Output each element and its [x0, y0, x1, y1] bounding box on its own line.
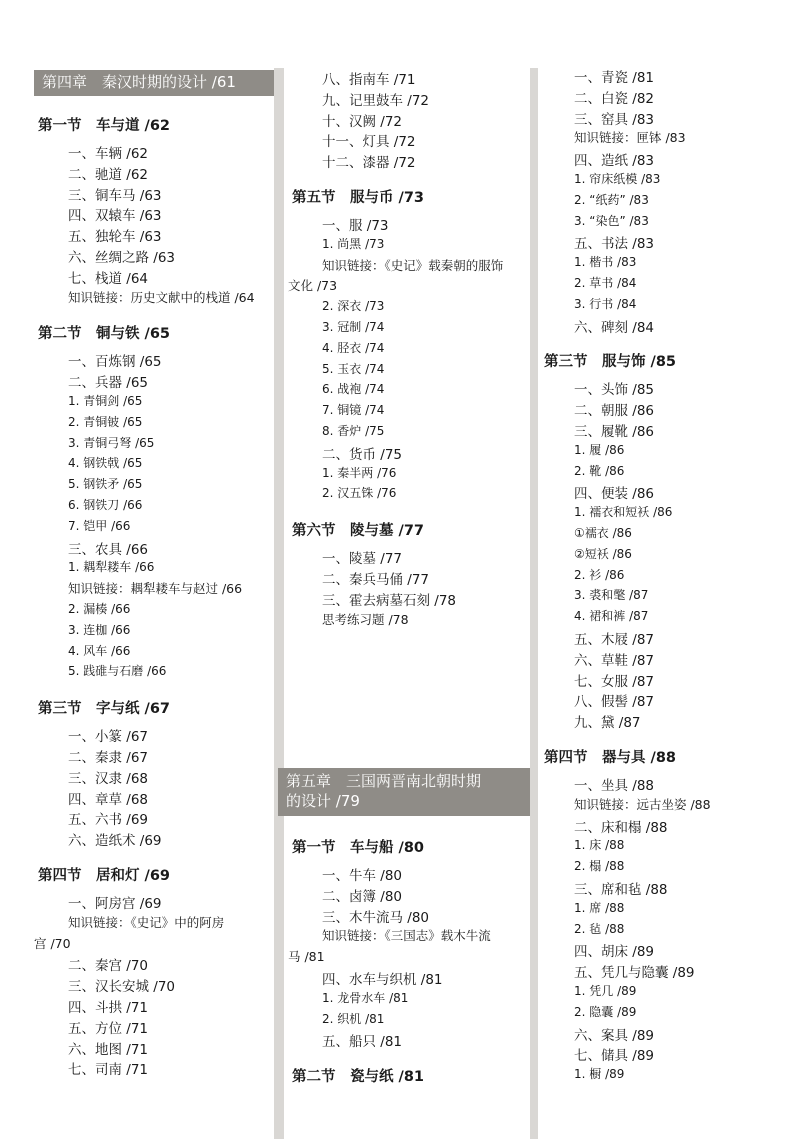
toc-subentry: 1. 青铜剑 /65 [68, 394, 143, 408]
toc-subentry: 2. 青铜铍 /65 [68, 414, 143, 429]
toc-subentry: 3. 连枷 /66 [68, 622, 131, 637]
toc-entry: 二、秦兵马俑 /77 [322, 572, 430, 588]
toc-subentry: 1. 床 /88 [574, 838, 625, 853]
toc-entry: 六、碑刻 /84 [574, 319, 655, 336]
toc-entry: 四、胡床 /89 [574, 944, 655, 961]
toc-entry: 五、书法 /83 [574, 236, 655, 253]
toc-entry: 三、汉隶 /68 [68, 770, 149, 787]
section-heading: 第一节 车与船 /80 [292, 840, 425, 856]
toc-subentry: 3. 行书 /84 [574, 296, 637, 311]
toc-subentry: ①襦衣 /86 [574, 526, 632, 540]
toc-subentry: 5. 钢铁矛 /65 [68, 477, 143, 492]
toc-entry: 一、阿房宫 /69 [68, 896, 162, 912]
toc-entry: 二、白瓷 /82 [574, 90, 655, 107]
section-heading: 第二节 铜与铁 /65 [38, 326, 171, 343]
toc-entry: 五、六书 /69 [68, 812, 149, 829]
toc-entry: 五、方位 /71 [68, 1020, 149, 1037]
toc-entry: 四、水车与织机 /81 [322, 972, 443, 988]
toc-note: 知识链接：耦犁耧车与赵过 /66 [68, 581, 243, 597]
toc-subentry: 2. 靴 /86 [574, 463, 625, 478]
toc-entry: 五、船只 /81 [322, 1034, 403, 1051]
section-heading: 第三节 字与纸 /67 [38, 701, 171, 718]
toc-subentry: 2. 深衣 /73 [322, 299, 385, 314]
toc-subentry: 4. 风车 /66 [68, 643, 131, 658]
toc-note: 知识链接：远古坐姿 /88 [574, 796, 711, 812]
toc-entry: 一、车辆 /62 [68, 146, 149, 162]
toc-note: 宫 /70 [34, 935, 71, 951]
toc-note: 思考练习题 /78 [322, 611, 409, 627]
toc-entry: 一、陵墓 /77 [322, 551, 403, 568]
chapter-4-title: 第四章 秦汉时期的设计 /61 [34, 70, 274, 96]
toc-entry: 六、案具 /89 [574, 1027, 655, 1044]
toc-note: 知识链接：匣钵 /83 [574, 130, 686, 146]
toc-subentry: 1. 秦半两 /76 [322, 465, 397, 480]
toc-entry: 三、席和毡 /88 [574, 882, 668, 898]
toc-entry: 二、兵器 /65 [68, 375, 149, 392]
toc-subentry: 1. 楷书 /83 [574, 255, 637, 270]
toc-subentry: 4. 钢铁戟 /65 [68, 456, 143, 471]
gutter-right [530, 68, 538, 1139]
toc-subentry: 2. 衫 /86 [574, 567, 625, 582]
toc-entry: 三、铜车马 /63 [68, 187, 162, 204]
chapter-5-title [278, 768, 530, 816]
toc-entry: 十一、灯具 /72 [322, 134, 416, 151]
toc-subentry: 3. “染色” /83 [574, 213, 649, 228]
toc-entry: 一、服 /73 [322, 218, 389, 234]
toc-subentry: 2. “纸药” /83 [574, 192, 649, 207]
toc-entry: 九、记里鼓车 /72 [322, 92, 430, 109]
toc-entry: 一、小篆 /67 [68, 729, 149, 746]
toc-entry: 五、凭几与隐囊 /89 [574, 965, 695, 982]
toc-subentry: 3. 裘和氅 /87 [574, 588, 649, 603]
chapter-5-title-line-1: 第五章 三国两晋南北朝时期 [286, 772, 482, 790]
toc-subentry: 1. 凭几 /89 [574, 984, 637, 998]
toc-entry: 一、百炼钢 /65 [68, 354, 162, 371]
toc-entry: 四、双辕车 /63 [68, 208, 162, 225]
toc-entry: 三、窑具 /83 [574, 111, 655, 128]
toc-entry: 五、独轮车 /63 [68, 229, 162, 246]
section-heading: 第四节 居和灯 /69 [38, 868, 171, 884]
toc-entry: 四、章草 /68 [68, 791, 149, 808]
toc-entry: 四、造纸 /83 [574, 153, 655, 170]
toc-entry: 二、驰道 /62 [68, 166, 149, 183]
toc-subentry: 1. 耦犁耧车 /66 [68, 560, 155, 575]
toc-subentry: 1. 帘床纸模 /83 [574, 172, 661, 186]
toc-entry: 一、牛车 /80 [322, 868, 403, 884]
toc-subentry: 2. 毡 /88 [574, 921, 625, 936]
toc-subentry: 2. 草书 /84 [574, 276, 637, 290]
toc-entry: 三、农具 /66 [68, 541, 149, 558]
toc-subentry: 1. 襦衣和短袄 /86 [574, 505, 673, 520]
toc-subentry: 4. 裙和裤 /87 [574, 609, 649, 624]
toc-entry: 三、汉长安城 /70 [68, 979, 176, 996]
toc-subentry: 6. 钢铁刀 /66 [68, 498, 143, 512]
toc-subentry: 1. 龙骨水车 /81 [322, 990, 409, 1005]
toc-entry: 十、汉阙 /72 [322, 113, 403, 130]
toc-entry: 八、指南车 /71 [322, 72, 416, 88]
toc-entry: 三、霍去病墓石刻 /78 [322, 592, 457, 609]
toc-entry: 六、丝绸之路 /63 [68, 250, 176, 266]
toc-entry: 四、斗拱 /71 [68, 1000, 149, 1016]
toc-entry: 七、司南 /71 [68, 1062, 149, 1079]
toc-entry: 九、黛 /87 [574, 715, 641, 732]
toc-subentry: 2. 汉五铢 /76 [322, 486, 397, 501]
toc-subentry: 1. 橱 /89 [574, 1067, 625, 1082]
toc-subentry: 1. 尚黑 /73 [322, 236, 385, 251]
section-heading: 第二节 瓷与纸 /81 [292, 1069, 425, 1086]
toc-entry: 一、坐具 /88 [574, 778, 655, 794]
section-heading: 第三节 服与饰 /85 [544, 354, 677, 371]
toc-subentry: 7. 铜镜 /74 [322, 403, 385, 418]
toc-entry: 七、女服 /87 [574, 673, 655, 690]
section-heading: 第四节 器与具 /88 [544, 750, 677, 766]
toc-entry: 二、货币 /75 [322, 446, 403, 463]
toc-subentry: 2. 漏楱 /66 [68, 602, 131, 616]
toc-entry: 六、造纸术 /69 [68, 833, 162, 850]
section-heading: 第五节 服与币 /73 [292, 190, 425, 206]
toc-subentry: 2. 隐囊 /89 [574, 1004, 637, 1019]
toc-note: 知识链接：《史记》载秦朝的服饰 [322, 257, 504, 273]
gutter-left [274, 68, 284, 1139]
section-heading: 第一节 车与道 /62 [38, 118, 171, 134]
toc-note: 马 /81 [288, 949, 325, 965]
toc-subentry: 1. 席 /88 [574, 900, 625, 915]
toc-subentry: 5. 践碓与石磨 /66 [68, 664, 167, 679]
toc-entry: 二、朝服 /86 [574, 403, 655, 420]
toc-subentry: 3. 冠制 /74 [322, 320, 385, 334]
section-heading: 第六节 陵与墓 /77 [292, 523, 425, 540]
toc-subentry: 3. 青铜弓弩 /65 [68, 435, 155, 450]
toc-subentry: ②短袄 /86 [574, 546, 632, 561]
toc-entry: 六、地图 /71 [68, 1041, 149, 1058]
toc-entry: 八、假髻 /87 [574, 694, 655, 711]
toc-entry: 七、储具 /89 [574, 1048, 655, 1065]
toc-subentry: 1. 履 /86 [574, 442, 625, 457]
chapter-5-title-line-2: 的设计 /79 [286, 792, 360, 810]
toc-note: 知识链接：《史记》中的阿房 [68, 914, 225, 930]
toc-note: 知识链接：历史文献中的栈道 /64 [68, 289, 255, 305]
toc-subentry: 5. 玉衣 /74 [322, 361, 385, 376]
toc-subentry: 4. 胫衣 /74 [322, 340, 385, 355]
toc-entry: 三、木牛流马 /80 [322, 909, 430, 926]
toc-note: 文化 /73 [288, 278, 338, 294]
toc-subentry: 7. 铠甲 /66 [68, 518, 131, 533]
toc-entry: 二、秦隶 /67 [68, 750, 149, 766]
toc-entry: 一、头饰 /85 [574, 382, 655, 399]
toc-entry: 三、履靴 /86 [574, 424, 655, 440]
toc-entry: 六、草鞋 /87 [574, 652, 655, 669]
toc-subentry: 6. 战袍 /74 [322, 382, 385, 397]
toc-entry: 二、床和榻 /88 [574, 819, 668, 836]
toc-entry: 四、便装 /86 [574, 486, 655, 503]
toc-subentry: 2. 织机 /81 [322, 1011, 385, 1026]
toc-subentry: 2. 榻 /88 [574, 859, 625, 874]
toc-entry: 二、卤簿 /80 [322, 888, 403, 905]
toc-entry: 二、秦宫 /70 [68, 958, 149, 975]
toc-entry: 十二、漆器 /72 [322, 155, 416, 172]
toc-entry: 五、木屐 /87 [574, 632, 655, 648]
toc-entry: 一、青瓷 /81 [574, 70, 655, 86]
toc-note: 知识链接：《三国志》载木牛流 [322, 928, 491, 944]
toc-subentry: 8. 香炉 /75 [322, 424, 385, 438]
toc-entry: 七、栈道 /64 [68, 270, 149, 287]
